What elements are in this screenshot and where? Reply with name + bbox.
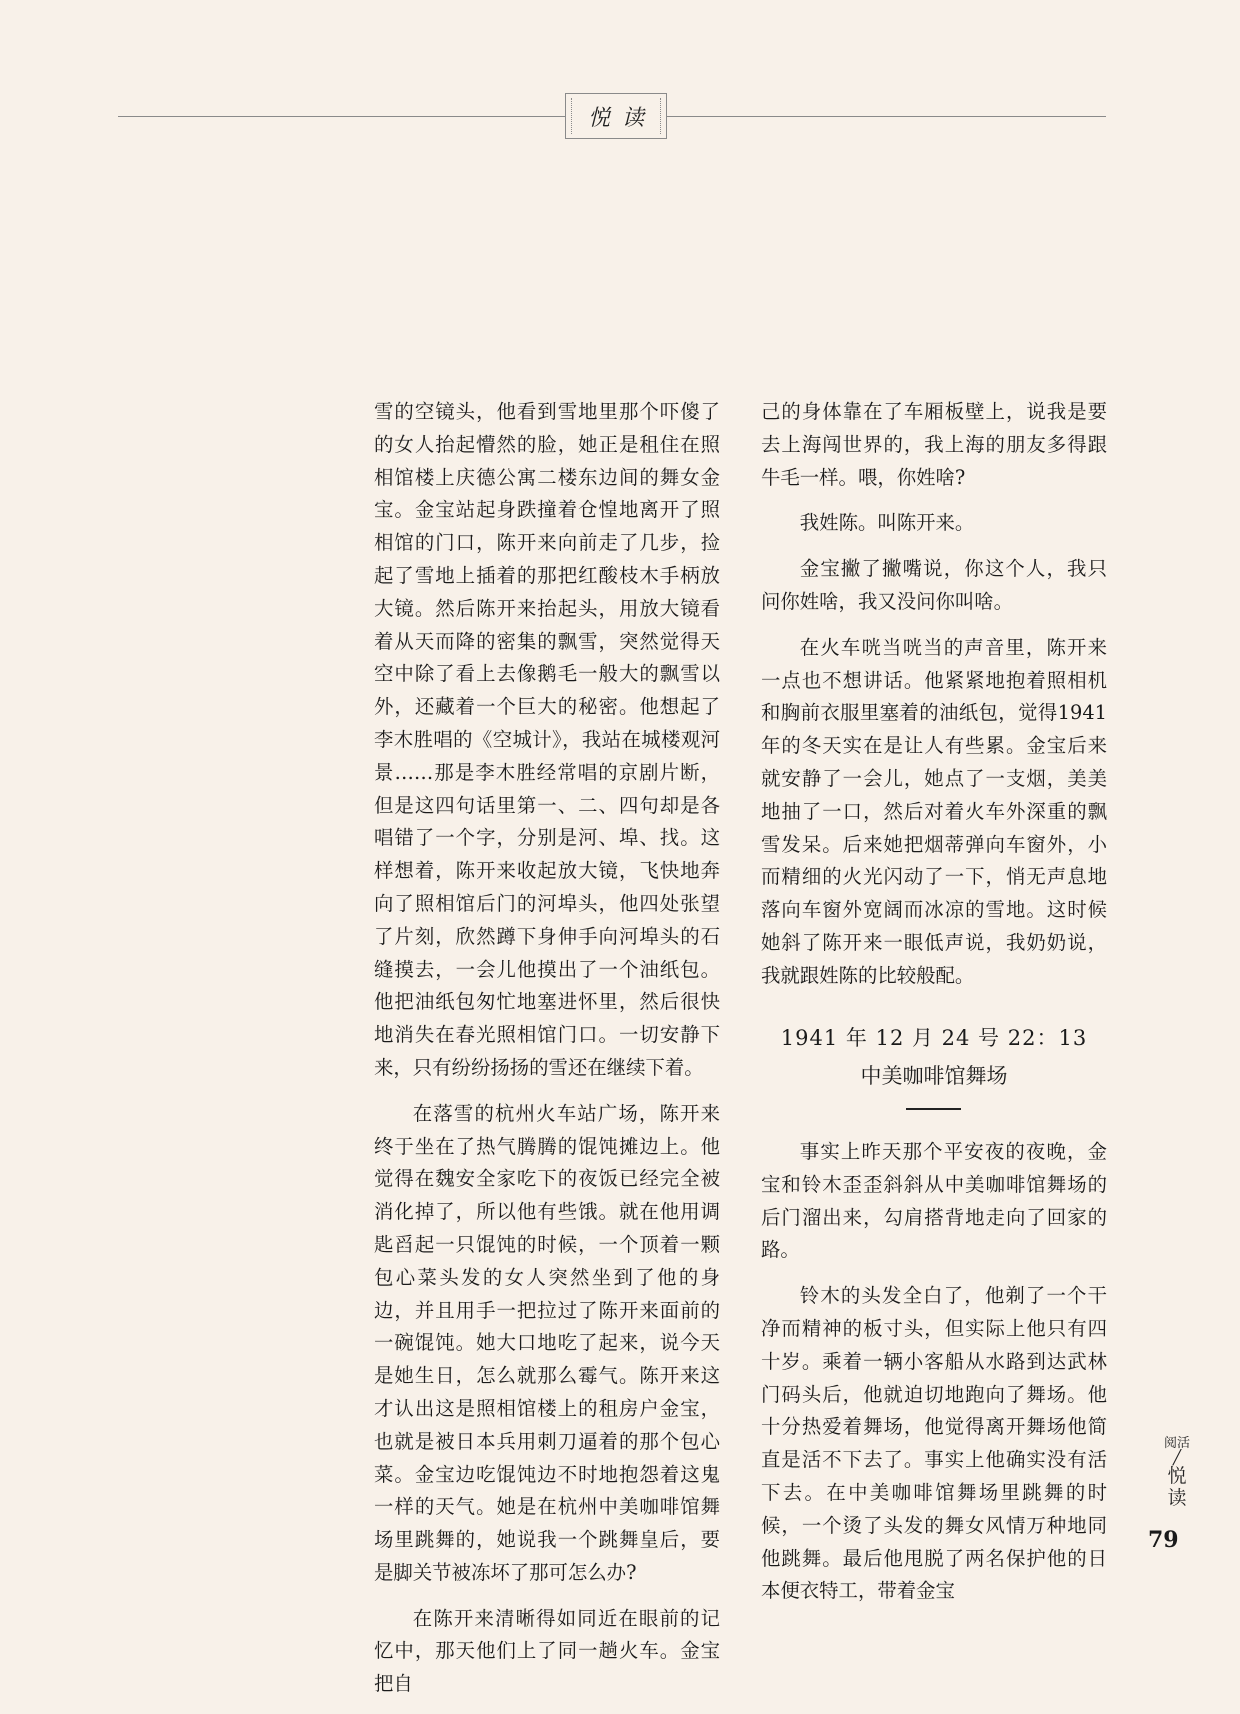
section-title: 中美咖啡馆舞场 (860, 1064, 1008, 1088)
slash-divider: ╱ (1172, 1450, 1182, 1466)
right-column-section (761, 1136, 1107, 1621)
paragraph: 事实上昨天那个平安夜的夜晚，金宝和铃木歪歪斜斜从中美咖啡馆舞场的后门溜出来，勾肩搭背地走向了回家的路。 (761, 1140, 1107, 1262)
right-column (761, 396, 1107, 1006)
header-section-box (565, 93, 667, 139)
page-number: 79 (1148, 1527, 1179, 1553)
magazine-name-small: 阅活 (1163, 1436, 1190, 1451)
paragraph: 在陈开来清晰得如同近在眼前的记忆中，那天他们上了同一趟火车。金宝把自 (374, 1606, 720, 1696)
left-column (374, 396, 720, 1714)
section-date: 1941 年 12 月 24 号 22：13 (780, 1026, 1088, 1050)
header-section-label: 悦读 (571, 98, 661, 134)
paragraph: 在火车咣当咣当的声音里，陈开来一点也不想讲话。他紧紧地抱着照相机和胸前衣服里塞着的油纸包，觉得1941年的冬天实在是让人有些累。金宝后来就安静了一会儿，她点了一支烟，美美地抽了一口，然后对着火车外深重的飘雪发呆。后来她把烟蒂弹向车窗外，小而精细的火光闪动了一下，悄无声息地落向车窗外宽阔而冰凉的雪地。这时候她斜了陈开来一眼低声说，我奶奶说，我就跟姓陈的比较般配。 (761, 635, 1107, 987)
paragraph: 铃木的头发全白了，他剃了一个干净而精神的板寸头，但实际上他只有四十岁。乘着一辆小客船从水路到达武林门码头后，他就迫切地跑向了舞场。他十分热爱着舞场，他觉得离开舞场他简直是活不下去了。事实上他确实没有活下去。在中美咖啡馆舞场里跳舞的时候，一个烫了头发的舞女风情万种地同他跳舞。最后他甩脱了两名保护他的日本便衣特工，带着金宝 (761, 1284, 1107, 1603)
magazine-name-big: 悦读 (1167, 1465, 1187, 1509)
section-title-rule (906, 1108, 961, 1110)
paragraph: 己的身体靠在了车厢板壁上，说我是要去上海闯世界的，我上海的朋友多得跟牛毛一样。喂，你姓啥? (761, 400, 1107, 489)
magazine-side-label (1162, 1436, 1192, 1509)
paragraph: 金宝撇了撇嘴说，你这个人，我只问你姓啥，我又没问你叫啥。 (761, 557, 1107, 613)
paragraph: 在落雪的杭州火车站广场，陈开来终于坐在了热气腾腾的馄饨摊边上。他觉得在魏安全家吃下的夜饭已经完全被消化掉了，所以他有些饿。就在他用调匙舀起一只馄饨的时候，一个顶着一颗包心菜头发的女人突然坐到了他的身边，并且用手一把拉过了陈开来面前的一碗馄饨。她大口地吃了起来，说今天是她生日，怎么就那么霉气。陈开来这才认出这是照相馆楼上的租房户金宝，也就是被日本兵用刺刀逼着的那个包心菜。金宝边吃馄饨边不时地抱怨着这鬼一样的天气。她是在杭州中美咖啡馆舞场里跳舞的，她说我一个跳舞皇后，要是脚关节被冻坏了那可怎么办? (374, 1101, 720, 1584)
paragraph: 我姓陈。叫陈开来。 (799, 511, 975, 535)
paragraph: 雪的空镜头，他看到雪地里那个吓傻了的女人抬起懵然的脸，她正是租住在照相馆楼上庆德公寓二楼东边间的舞女金宝。金宝站起身跌撞着仓惶地离开了照相馆的门口，陈开来向前走了几步，捡起了雪地上插着的那把红酸枝木手柄放大镜。然后陈开来抬起头，用放大镜看着从天而降的密集的飘雪，突然觉得天空中除了看上去像鹅毛一般大的飘雪以外，还藏着一个巨大的秘密。他想起了李木胜唱的《空城计》，我站在城楼观河景……那是李木胜经常唱的京剧片断，但是这四句话里第一、二、四句却是各唱错了一个字，分别是河、埠、找。这样想着，陈开来收起放大镜，飞快地奔向了照相馆后门的河埠头，他四处张望了片刻，欣然蹲下身伸手向河埠头的石缝摸去，一会儿他摸出了一个油纸包。他把油纸包匆忙地塞进怀里，然后很快地消失在春光照相馆门口。一切安静下来，只有纷纷扬扬的雪还在继续下着。 (374, 400, 720, 1079)
